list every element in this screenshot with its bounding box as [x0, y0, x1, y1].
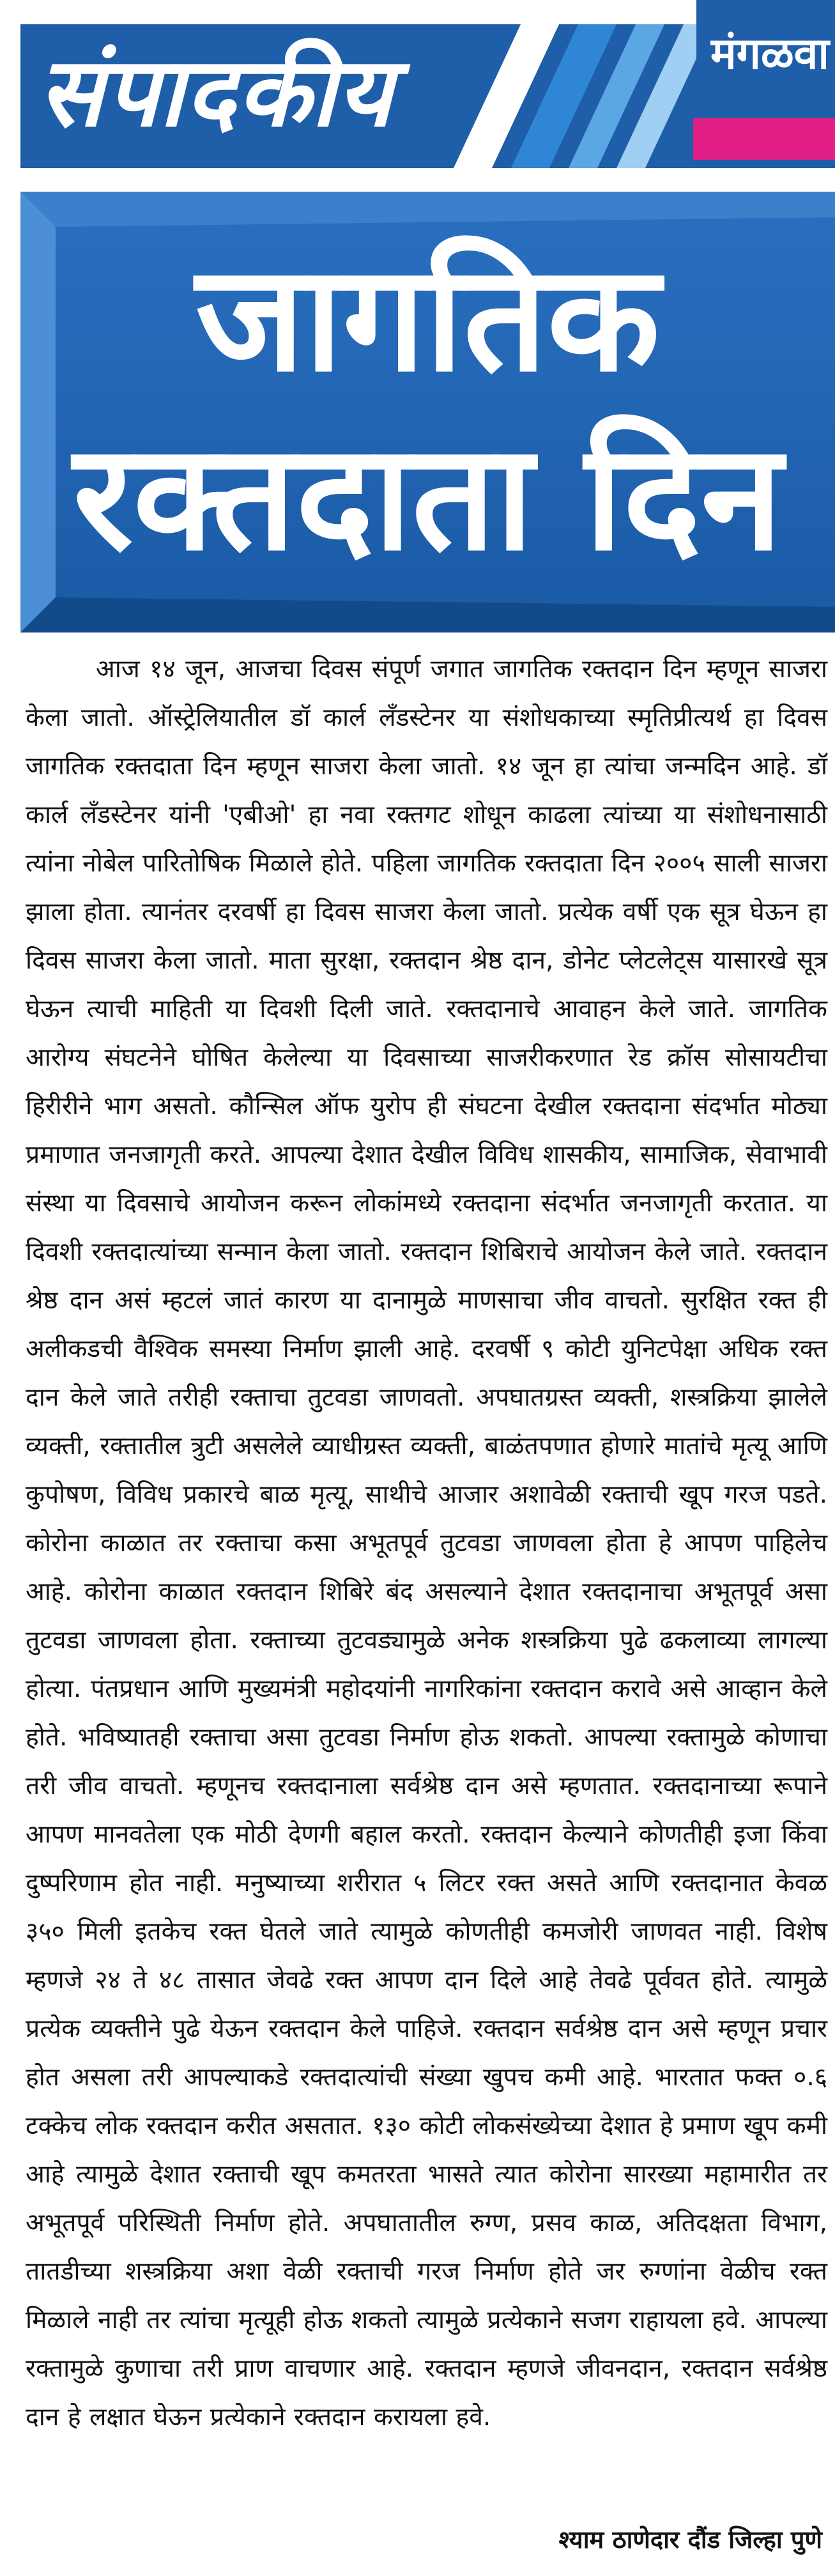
date-label: मंगळवा [710, 29, 830, 79]
section-title: संपादकीय [38, 37, 394, 148]
article-body: आज १४ जून, आजचा दिवस संपूर्ण जगात जागतिक रक्तदान दिन म्हणून साजरा केला जातो. ऑस्ट्रेलियातील डॉ कार्ल लॅंडस्टेनर या संशोधकाच्या स्मृतिप्रीत्यर्थ हा दिवस जागतिक रक्तदाता दिन म्हणून साजरा केला जातो. १४ जून हा त्यांचा जन्मदिन आहे. डॉ कार्ल लॅंडस्टेनर यांनी 'एबीओ' हा नवा रक्तगट शोधून काढला त्यांच्या या संशोधनासाठी त्यांना नोबेल पारितोषिक मिळाले होते. पहिला जागतिक रक्तदाता दिन २००५ साली साजरा झाला होता. त्यानंतर दरवर्षी हा दिवस साजरा केला जातो. प्रत्येक वर्षी एक सूत्र घेऊन हा दिवस साजरा केला जातो. माता सुरक्षा, रक्तदान श्रेष्ठ दान, डोनेट प्लेटलेट्स यासारखे सूत्र घेऊन त्याची माहिती या दिवशी दिली जाते. रक्तदानाचे आवाहन केले जाते. जागतिक आरोग्य संघटनेने घोषित केलेल्या या दिवसाच्या साजरीकरणात रेड क्रॉस सोसायटीचा हिरीरीने भाग असतो. कौन्सिल ऑफ युरोप ही संघटना देखील रक्तदाना संदर्भात मोठ्या प्रमाणात जनजागृती करते. आपल्या देशात देखील विविध शासकीय, सामाजिक, सेवाभावी संस्था या दिवसाचे आयोजन करून लोकांमध्ये रक्तदाना संदर्भात जनजागृती करतात. या दिवशी रक्तदात्यांच्या सन्मान केला जातो. रक्तदान शिबिराचे आयोजन केले जाते. रक्तदान श्रेष्ठ दान असं म्हटलं जातं कारण या दानामुळे माणसाचा जीव वाचतो. सुरक्षित रक्त ही अलीकडची वैश्विक समस्या निर्माण झाली आहे. दरवर्षी ९ कोटी युनिटपेक्षा अधिक रक्त दान केले जाते तरीही रक्ताचा तुटवडा जाणवतो. अपघातग्रस्त व्यक्ती, शस्त्रक्रिया झालेले व्यक्ती, रक्तातील त्रुटी असलेले व्याधीग्रस्त व्यक्ती, बाळंतपणात होणारे मातांचे मृत्यू आणि कुपोषण, विविध प्रकारचे बाळ मृत्यू, साथीचे आजार अशावेळी रक्ताची खूप गरज पडते. कोरोना काळात तर रक्ताचा कसा अभूतपूर्व तुटवडा जाणवला होता हे आपण पाहिलेच आहे. कोरोना काळात रक्तदान शिबिरे बंद असल्याने देशात रक्तदानाचा अभूतपूर्व असा तुटवडा जाणवला होता. रक्ताच्या तुटवड्यामुळे अनेक शस्त्रक्रिया पुढे ढकलाव्या लागल्या होत्या. पंतप्रधान आणि मुख्यमंत्री महोदयांनी नागरिकांना रक्तदान करावे असे आव्हान केले होते. भविष्यातही रक्ताचा असा तुटवडा निर्माण होऊ शकतो. आपल्या रक्तामुळे कोणाचा तरी जीव वाचतो. म्हणूनच रक्तदानाला सर्वश्रेष्ठ दान असे म्हणतात. रक्तदानाच्या रूपाने आपण मानवतेला एक मोठी देणगी बहाल करतो. रक्तदान केल्याने कोणतीही इजा किंवा दुष्परिणाम होत नाही. मनुष्याच्या शरीरात ५ लिटर रक्त असते आणि रक्तदानात केवळ ३५० मिली इतकेच रक्त घेतले जाते त्यामुळे कोणतीही कमजोरी जाणवत नाही. विशेष म्हणजे २४ ते ४८ तासात जेवढे रक्त आपण दान दिले आहे तेवढे पूर्ववत होते. त्यामुळे प्रत्येक व्यक्तीने पुढे येऊन रक्तदान केले पाहिजे. रक्तदान सर्वश्रेष्ठ दान असे म्हणून प्रचार होत असला तरी आपल्याकडे रक्तदात्यांची संख्या खुपच कमी आहे. भारतात फक्त ०.६ टक्केच लोक रक्तदान करीत असतात. १३० कोटी लोकसंख्येच्या देशात हे प्रमाण खूप कमी आहे त्यामुळे देशात रक्ताची खूप कमतरता भासते त्यात कोरोना सारख्या महामारीत तर अभूतपूर्व परिस्थिती निर्माण होते. अपघातातील रुग्ण, प्रसव काळ, अतिदक्षता विभाग, तातडीच्या शस्त्रक्रिया अशा वेळी रक्ताची गरज निर्माण होते जर रुग्णांना वेळीच रक्त मिळाले नाही तर त्यांचा मृत्यूही होऊ शकतो त्यामुळे प्रत्येकाने सजग राहायला हवे. आपल्या रक्तामुळे कुणाचा तरी प्राण वाचणार आहे. रक्तदान म्हणजे जीवनदान, रक्तदान सर्वश्रेष्ठ दान हे लक्षात घेऊन प्रत्येकाने रक्तदान करायला हवे. [26, 655, 827, 2432]
decorative-stripes [409, 24, 716, 168]
author-byline: श्याम ठाणेदार दौंड जिल्हा पुणे [558, 2526, 822, 2554]
headline-line-1: जागतिक [195, 234, 661, 404]
masthead [0, 0, 835, 176]
accent-bar [693, 118, 835, 160]
headline-block [20, 192, 835, 632]
headline-line-2: रक्तदाता दिन [73, 413, 783, 583]
